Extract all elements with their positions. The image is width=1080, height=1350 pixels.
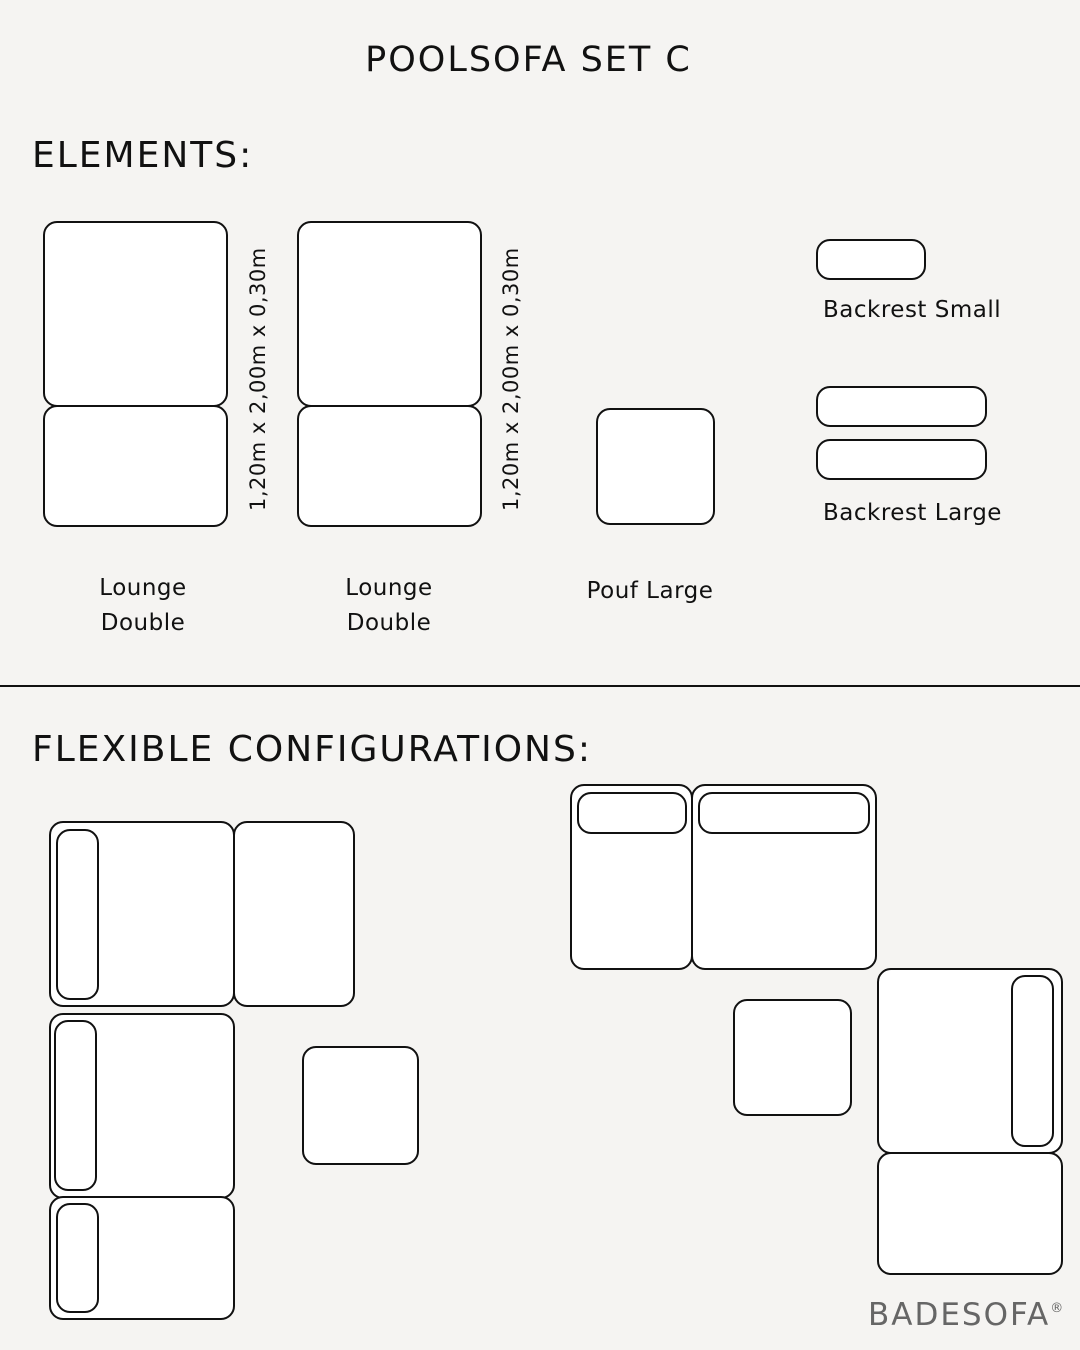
- backrest-large-label: Backrest Large: [823, 500, 1002, 526]
- config-right-backrest-small: [577, 792, 687, 834]
- lounge-double-2-label-line2: Double: [346, 610, 432, 636]
- elements-heading: ELEMENTS:: [32, 135, 254, 176]
- lounge-double-1-bottom: [43, 405, 228, 527]
- config-left-backrest-top: [56, 829, 99, 1000]
- brand-name: BADESOFA: [868, 1297, 1051, 1333]
- config-right-backrest-vertical: [1011, 975, 1054, 1147]
- lounge-double-2-dimensions: 1,20m x 2,00m x 0,30m: [499, 247, 523, 511]
- backrest-large-shape-1: [816, 386, 987, 427]
- lounge-double-2-label-line1: Lounge: [345, 575, 433, 601]
- lounge-double-1-label-line1: Lounge: [99, 575, 187, 601]
- config-right-backrest-large: [698, 792, 870, 834]
- config-left-pouf: [302, 1046, 419, 1165]
- brand-logo: [868, 1297, 1065, 1333]
- config-left-backrest-bottom: [56, 1203, 99, 1313]
- lounge-double-2-label: [314, 571, 464, 641]
- lounge-double-1-dimensions: 1,20m x 2,00m x 0,30m: [246, 247, 270, 511]
- lounge-double-1-top: [43, 221, 228, 407]
- page-title: POOLSOFA SET C: [365, 40, 692, 80]
- config-left-backrest-middle: [54, 1020, 97, 1191]
- lounge-double-2-top: [297, 221, 482, 407]
- lounge-double-1-label: [68, 571, 218, 641]
- config-right-pouf: [733, 999, 852, 1116]
- config-left-seat-top: [233, 821, 355, 1007]
- config-right-seat-bottom: [877, 1152, 1063, 1275]
- backrest-large-shape-2: [816, 439, 987, 480]
- section-divider: [0, 685, 1080, 687]
- pouf-large-shape: [596, 408, 715, 525]
- pouf-large-label: Pouf Large: [586, 578, 714, 604]
- backrest-small-shape: [816, 239, 926, 280]
- configurations-heading: FLEXIBLE CONFIGURATIONS:: [32, 729, 592, 770]
- brand-registered-mark: ®: [1050, 1301, 1066, 1316]
- lounge-double-1-label-line2: Double: [100, 610, 186, 636]
- backrest-small-label: Backrest Small: [823, 297, 1002, 323]
- lounge-double-2-bottom: [297, 405, 482, 527]
